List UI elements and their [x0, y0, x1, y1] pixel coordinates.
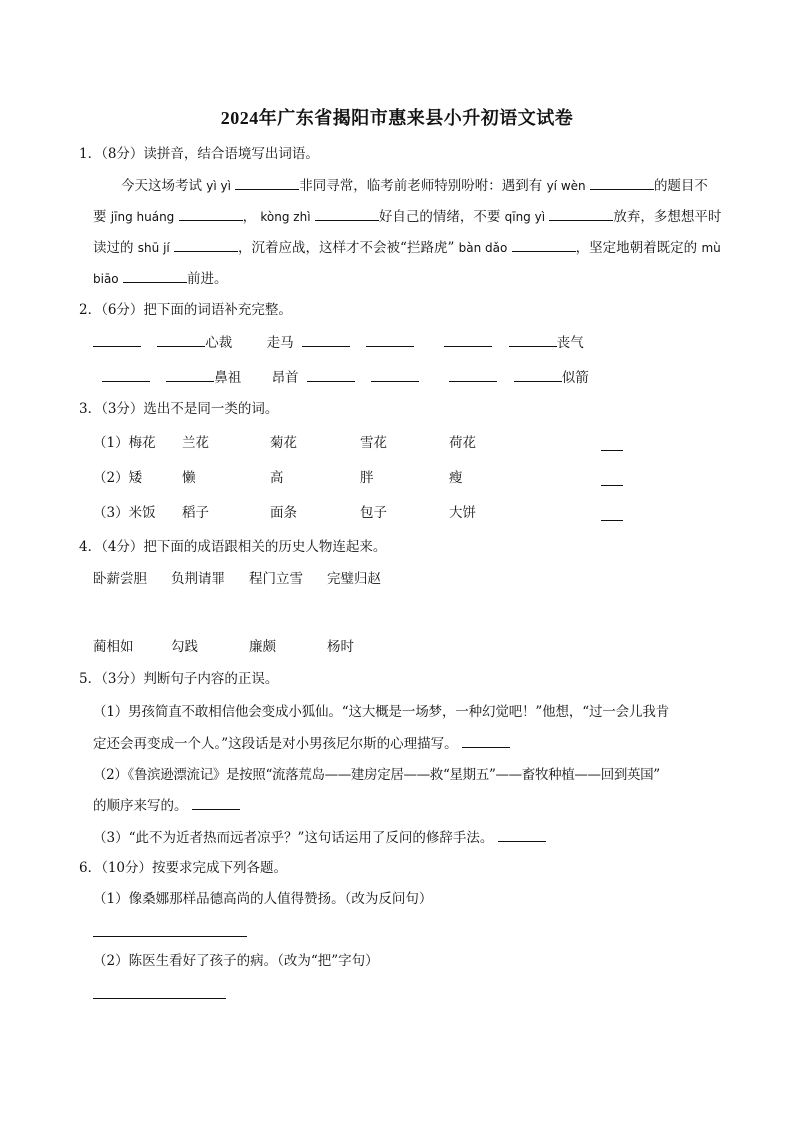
page-title: 2024年广东省揭阳市惠来县小升初语文试卷	[220, 108, 574, 128]
q3-r2-c5: 瘦	[449, 470, 463, 486]
answer-blank[interactable]	[512, 237, 576, 252]
answer-blank[interactable]	[307, 367, 355, 382]
answer-blank[interactable]	[157, 332, 205, 347]
answer-line[interactable]	[93, 997, 226, 999]
person-item[interactable]: 勾践	[171, 639, 198, 655]
idiom-item[interactable]: 程门立雪	[249, 571, 303, 587]
answer-blank[interactable]	[302, 332, 350, 347]
q2-header: 2．（6分）把下面的词语补充完整。	[79, 302, 292, 318]
answer-blank[interactable]	[371, 367, 419, 382]
q3-r1-c3: 菊花	[270, 435, 297, 451]
answer-blank[interactable]	[102, 367, 150, 382]
q2-row-2: 鼻祖 昂首 似箭	[102, 367, 589, 388]
q3-r1-c1: （1）梅花	[93, 435, 156, 451]
answer-blank[interactable]	[315, 206, 379, 221]
answer-blank[interactable]	[366, 332, 414, 347]
person-item[interactable]: 廉颇	[249, 639, 276, 655]
q3-r2-c1: （2）矮	[93, 470, 143, 486]
q1-header: 1．（8分）读拼音，结合语境写出词语。	[79, 146, 319, 162]
q5-s1-line-1: （1）男孩简直不敢相信他会变成小狐仙。“这大概是一场梦，一种幻觉吧！”他想，“过一会儿我肯	[93, 704, 670, 720]
person-item[interactable]: 杨时	[327, 639, 354, 655]
q3-r3-c2: 稻子	[182, 505, 209, 521]
answer-blank[interactable]	[174, 237, 238, 252]
answer-blank[interactable]	[590, 175, 654, 190]
q3-r1-c4: 雪花	[360, 435, 387, 451]
answer-blank[interactable]	[93, 332, 141, 347]
answer-blank[interactable]	[449, 367, 497, 382]
q5-s2-line-1: （2）《鲁滨逊漂流记》是按照“流落荒岛——建房定居——救“星期五”——畜牧种植——回到英国”	[93, 767, 660, 783]
q3-r1-c2: 兰花	[182, 435, 209, 451]
q1-line-4: biāo 前进。	[93, 268, 227, 289]
q3-r2-c2: 懒	[182, 470, 196, 486]
answer-blank[interactable]	[462, 733, 510, 748]
q6-s2: （2）陈医生看好了孩子的病。（改为“把”字句）	[93, 953, 379, 969]
idiom-item[interactable]: 卧薪尝胆	[93, 571, 147, 587]
q3-r3-c4: 包子	[360, 505, 387, 521]
idiom-item[interactable]: 负荆请罪	[171, 571, 225, 587]
q6-s1: （1）像桑娜那样品德高尚的人值得赞扬。（改为反问句）	[93, 891, 433, 907]
answer-blank[interactable]	[498, 827, 546, 842]
q3-r3-c3: 面条	[270, 505, 297, 521]
answer-blank[interactable]	[601, 449, 623, 451]
q5-s3: （3）“此不为近者热而远者凉乎？”这句话运用了反问的修辞手法。	[93, 827, 546, 848]
answer-blank[interactable]	[179, 206, 243, 221]
answer-blank[interactable]	[514, 367, 562, 382]
answer-blank[interactable]	[123, 268, 187, 283]
person-item[interactable]: 蔺相如	[93, 639, 134, 655]
idiom-item[interactable]: 完璧归赵	[327, 571, 381, 587]
q3-r3-c1: （3）米饭	[93, 505, 156, 521]
q4-header: 4．（4分）把下面的成语跟相关的历史人物连起来。	[79, 539, 387, 555]
q1-line-3: 读过的 shū jí ，沉着应战，这样才不会被“拦路虎” bàn dǎo ，坚定地朝着既定的 mù	[93, 237, 721, 258]
q5-s1-line-2: 定还会再变成一个人。”这段话是对小男孩尼尔斯的心理描写。	[93, 733, 510, 754]
answer-blank[interactable]	[192, 795, 240, 810]
answer-line[interactable]	[93, 935, 247, 937]
q3-r3-c5: 大饼	[449, 505, 476, 521]
answer-blank[interactable]	[601, 519, 623, 521]
q2-row-1: 心裁 走马 丧气	[93, 332, 584, 353]
q3-r2-c3: 高	[270, 470, 284, 486]
q5-s2-line-2: 的顺序来写的。	[93, 795, 240, 816]
q3-r1-c5: 荷花	[449, 435, 476, 451]
answer-blank[interactable]	[166, 367, 214, 382]
q1-line-1: 今天这场考试 yì yì 非同寻常，临考前老师特别吩咐：遇到有 yí wèn 的题目不	[121, 175, 708, 196]
q1-line-2: 要 jīng huáng ， kòng zhì 好自己的情绪，不要 qīng yì 放弃，多想想平时	[93, 206, 721, 227]
q3-header: 3．（3分）选出不是同一类的词。	[79, 401, 279, 417]
answer-blank[interactable]	[509, 332, 557, 347]
answer-blank[interactable]	[235, 175, 299, 190]
q6-header: 6．（10分）按要求完成下列各题。	[79, 860, 288, 876]
answer-blank[interactable]	[444, 332, 492, 347]
answer-blank[interactable]	[549, 206, 613, 221]
answer-blank[interactable]	[601, 484, 623, 486]
q3-r2-c4: 胖	[360, 470, 374, 486]
q5-header: 5．（3分）判断句子内容的正误。	[79, 671, 279, 687]
